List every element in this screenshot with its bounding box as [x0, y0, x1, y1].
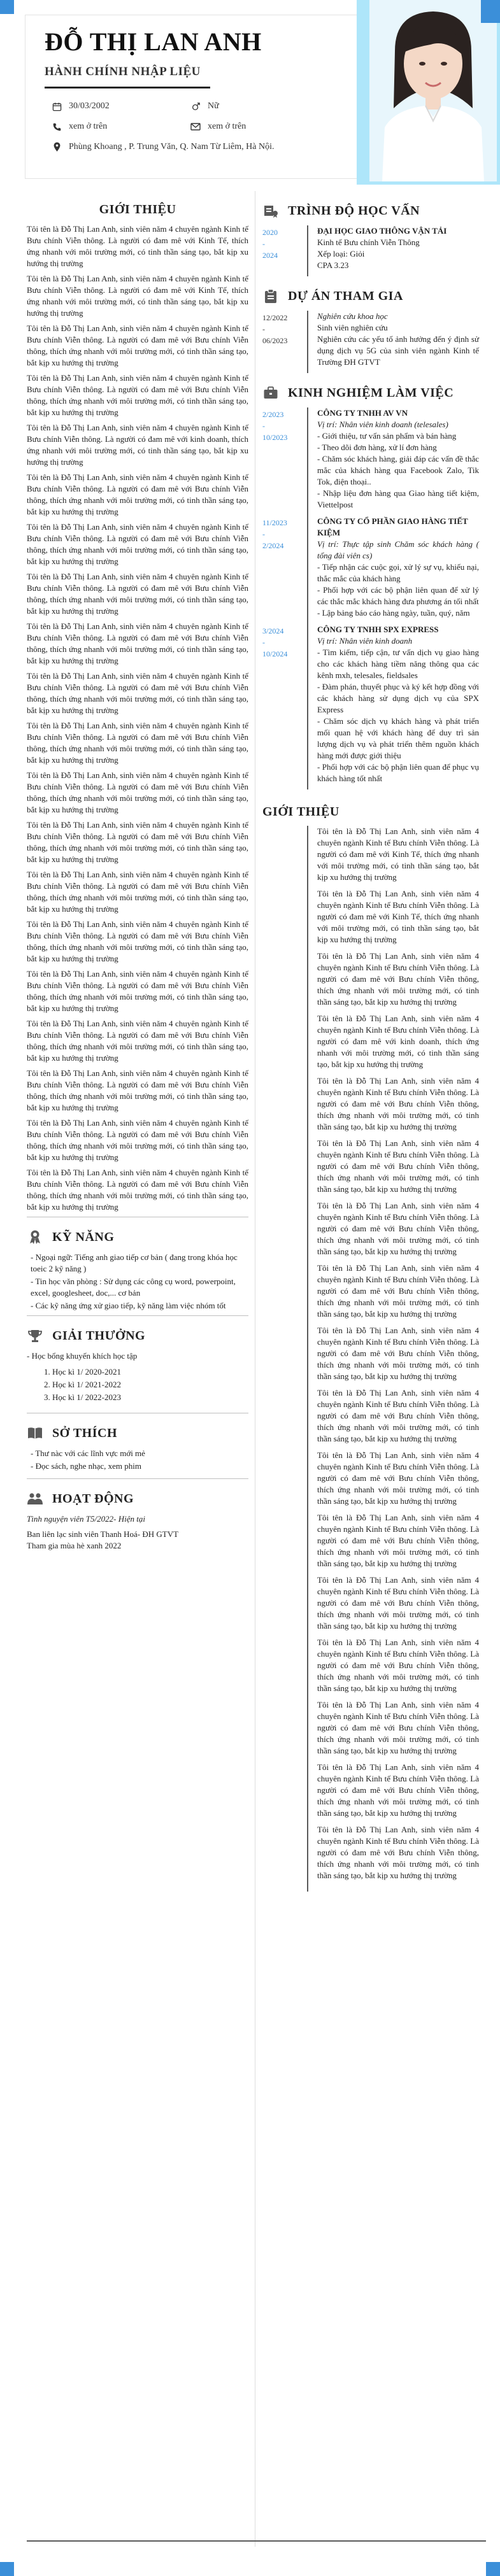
activities-line: Tham gia mùa hè xanh 2022: [27, 1541, 122, 1550]
date-start: 11/2023: [262, 518, 287, 527]
job-role: Vị trí: Thực tập sinh Chăm sóc khách hàng ( tổng đài viên cs): [317, 539, 479, 560]
intro-paragraph: Tôi tên là Đỗ Thị Lan Anh, sinh viên năm 4 chuyên ngành Kinh tế Bưu chính Viễn thông. Là người có đam mê với Kinh Tế, thích ứng nhanh với môi trường mới, có tinh thần sáng tạo, bắt kịp xu hướng thị trường: [317, 826, 479, 882]
job-duty: - Tìm kiếm, tiếp cận, tư vấn dịch vụ giao hàng cho các khách hàng tiềm năng thông qua các kênh mxh, telesales, fieldsales: [317, 648, 479, 680]
job-duty: - Đàm phán, thuyết phục và ký kết hợp đồng với các khách hàng sử dụng dịch vụ của SPX Express: [317, 682, 479, 714]
right-column: [262, 191, 479, 1892]
date-start: 12/2022: [262, 313, 288, 322]
intro-paragraph: Tôi tên là Đỗ Thị Lan Anh, sinh viên năm 4 chuyên ngành Kinh tế Bưu chính Viễn thông. Là người có đam mê với kinh doanh, thích ứng nhanh với môi trường mới, có tinh thần sáng tạo, bắt kịp xu hướng thị trường: [27, 423, 248, 467]
intro-paragraph: Tôi tên là Đỗ Thị Lan Anh, sinh viên năm 4 chuyên ngành Kinh tế Bưu chính Viễn thông. Là người có đam mê với Bưu chính Viễn thông, thích ứng nhanh với môi trường mới, có tinh thần sáng tạo, bắt kịp xu hướng thị trường: [317, 951, 479, 1007]
project-role: Sinh viên nghiên cứu: [317, 323, 388, 332]
experience-item: [262, 624, 479, 789]
project-item: [262, 311, 479, 373]
award-icon: [27, 1229, 43, 1245]
left-column: [27, 191, 248, 1555]
list-item: - Đọc sách, nghe nhạc, xem phim: [31, 1461, 142, 1471]
project-body: [313, 311, 479, 373]
education-heading-row: [262, 202, 479, 219]
projects-heading: DỰ ÁN THAM GIA: [288, 288, 403, 303]
intro-paragraph: Tôi tên là Đỗ Thị Lan Anh, sinh viên năm 4 chuyên ngành Kinh tế Bưu chính Viễn thông. Là người có đam mê với Bưu chính Viễn thông, thích ứng nhanh với môi trường mới, có tinh thần sáng tạo, bắt kịp xu hướng thị trường: [27, 572, 248, 616]
intro-paragraph: Tôi tên là Đỗ Thị Lan Anh, sinh viên năm 4 chuyên ngành Kinh tế Bưu chính Viễn thông. Là người có đam mê với Bưu chính Viễn thông, thích ứng nhanh với môi trường mới, có tinh thần sáng tạo, bắt kịp xu hướng thị trường: [27, 522, 248, 566]
date-separator: -: [262, 421, 265, 430]
list-item: 1. Học kì 1/ 2020-2021: [52, 1366, 248, 1378]
intro-heading-row: [27, 202, 248, 217]
date-start: 2/2023: [262, 410, 284, 419]
projects-heading-row: [262, 288, 479, 304]
skills-heading: KỸ NĂNG: [52, 1229, 115, 1244]
experience-body: [313, 407, 479, 516]
intro-paragraph: Tôi tên là Đỗ Thị Lan Anh, sinh viên năm 4 chuyên ngành Kinh tế Bưu chính Viễn thông. Là người có đam mê với Kinh Tế, thích ứng nhanh với môi trường mới, có tinh thần sáng tạo, bắt kịp xu hướng thị trường: [27, 224, 248, 268]
gender-row: [190, 101, 219, 112]
intro-paragraph: Tôi tên là Đỗ Thị Lan Anh, sinh viên năm 4 chuyên ngành Kinh tế Bưu chính Viễn thông. Là người có đam mê với Bưu chính Viễn thông, thích ứng nhanh với môi trường mới, có tinh thần sáng tạo, bắt kịp xu hướng thị trường: [27, 1019, 248, 1063]
experience-heading-row: [262, 385, 479, 401]
list-item: - Ngoại ngữ: Tiếng anh giao tiếp cơ bản ( đang trong khóa học toeic 2 kỹ năng ): [31, 1252, 238, 1273]
timeline-axis: [302, 516, 313, 624]
intro-paragraphs: [27, 223, 248, 1213]
address-text: Phùng Khoang , P. Trung Văn, Q. Nam Từ Liêm, Hà Nội.: [69, 142, 275, 152]
experience-list: [262, 407, 479, 789]
education-body: [313, 225, 479, 276]
date-start: 2020: [262, 228, 278, 237]
intro-paragraph: Tôi tên là Đỗ Thị Lan Anh, sinh viên năm 4 chuyên ngành Kinh tế Bưu chính Viễn thông. Là người có đam mê với Bưu chính Viễn thông, thích ứng nhanh với môi trường mới, có tinh thần sáng tạo, bắt kịp xu hướng thị trường: [27, 1118, 248, 1162]
awards-heading-row: [27, 1327, 248, 1344]
date-separator: -: [262, 530, 265, 539]
timeline-axis: [302, 225, 313, 276]
profile-name: ĐỖ THỊ LAN ANH: [45, 27, 262, 56]
divider: [27, 1315, 248, 1316]
intro-paragraph: Tôi tên là Đỗ Thị Lan Anh, sinh viên năm 4 chuyên ngành Kinh tế Bưu chính Viễn thông. Là người có đam mê với Bưu chính Viễn thông, thích ứng nhanh với môi trường mới, có tinh thần sáng tạo, bắt kịp xu hướng thị trường: [317, 1326, 479, 1381]
job-duty: - Chăm sóc khách hàng, giải đáp các vấn đề thắc mắc của khách hàng qua Facebook Zalo, Tik Tok, điện thoại..: [317, 454, 479, 486]
timeline-axis: [302, 826, 313, 1892]
book-icon: [27, 1425, 43, 1441]
photo-corner-accent: [481, 0, 500, 23]
job-duty: - Lập bảng báo cáo hàng ngày, tuần, quý, năm: [317, 608, 470, 618]
calendar-icon: [51, 101, 62, 112]
intro-paragraph: Tôi tên là Đỗ Thị Lan Anh, sinh viên năm 4 chuyên ngành Kinh tế Bưu chính Viễn thông. Là người có đam mê với Kinh Tế, thích ứng nhanh với môi trường mới, có tinh thần sáng tạo, bắt kịp xu hướng thị trường: [27, 274, 248, 318]
intro-paragraph: Tôi tên là Đỗ Thị Lan Anh, sinh viên năm 4 chuyên ngành Kinh tế Bưu chính Viễn thông. Là người có đam mê với Bưu chính Viễn thông, thích ứng nhanh với môi trường mới, có tinh thần sáng tạo, bắt kịp xu hướng thị trường: [317, 1825, 479, 1880]
intro-paragraph: Tôi tên là Đỗ Thị Lan Anh, sinh viên năm 4 chuyên ngành Kinh tế Bưu chính Viễn thông. Là người có đam mê với Bưu chính Viễn thông, thích ứng nhanh với môi trường mới, có tinh thần sáng tạo, bắt kịp xu hướng thị trường: [27, 870, 248, 914]
job-duty: - Nhập liệu đơn hàng qua Giao hàng tiết kiệm, Viettelpost: [317, 488, 479, 509]
awards-heading: GIẢI THƯỞNG: [52, 1328, 146, 1343]
intro-paragraph: Tôi tên là Đỗ Thị Lan Anh, sinh viên năm 4 chuyên ngành Kinh tế Bưu chính Viễn thông. Là người có đam mê với Bưu chính Viễn thông, thích ứng nhanh với môi trường mới, có tinh thần sáng tạo, bắt kịp xu hướng thị trường: [27, 323, 248, 367]
intro-paragraph: Tôi tên là Đỗ Thị Lan Anh, sinh viên năm 4 chuyên ngành Kinh tế Bưu chính Viễn thông. Là người có đam mê với Bưu chính Viễn thông, thích ứng nhanh với môi trường mới, có tinh thần sáng tạo, bắt kịp xu hướng thị trường: [317, 1513, 479, 1568]
intro-paragraph: Tôi tên là Đỗ Thị Lan Anh, sinh viên năm 4 chuyên ngành Kinh tế Bưu chính Viễn thông. Là người có đam mê với kinh doanh, thích ứng nhanh với môi trường mới, có tinh thần sáng tạo, bắt kịp xu hướng thị trường: [317, 1014, 479, 1069]
intro-paragraph: Tôi tên là Đỗ Thị Lan Anh, sinh viên năm 4 chuyên ngành Kinh tế Bưu chính Viễn thông. Là người có đam mê với Bưu chính Viễn thông, thích ứng nhanh với môi trường mới, có tinh thần sáng tạo, bắt kịp xu hướng thị trường: [27, 621, 248, 665]
timeline-axis: [302, 407, 313, 516]
trophy-icon: [27, 1327, 43, 1344]
bottom-divider: [27, 2540, 486, 2542]
intro-paragraph: Tôi tên là Đỗ Thị Lan Anh, sinh viên năm 4 chuyên ngành Kinh tế Bưu chính Viễn thông. Là người có đam mê với Bưu chính Viễn thông, thích ứng nhanh với môi trường mới, có tinh thần sáng tạo, bắt kịp xu hướng thị trường: [317, 1076, 479, 1131]
intro2-paragraphs: [313, 826, 479, 1892]
education-item: [262, 225, 479, 276]
intro-paragraph: Tôi tên là Đỗ Thị Lan Anh, sinh viên năm 4 chuyên ngành Kinh tế Bưu chính Viễn thông. Là người có đam mê với Bưu chính Viễn thông, thích ứng nhanh với môi trường mới, có tinh thần sáng tạo, bắt kịp xu hướng thị trường: [317, 1638, 479, 1693]
clipboard-icon: [262, 288, 279, 304]
job-duty: - Chăm sóc dịch vụ khách hàng và phát triển mối quan hệ với khách hàng để duy trì sản lượng dịch vụ và phát triển thêm nguồn khách hàng mới được giới thiệu: [317, 716, 479, 760]
divider: [27, 1478, 248, 1479]
intro-paragraph: Tôi tên là Đỗ Thị Lan Anh, sinh viên năm 4 chuyên ngành Kinh tế Bưu chính Viễn thông. Là người có đam mê với Bưu chính Viễn thông, thích ứng nhanh với môi trường mới, có tinh thần sáng tạo, bắt kịp xu hướng thị trường: [317, 1762, 479, 1818]
phone-icon: [51, 121, 62, 132]
hobbies-heading: SỞ THÍCH: [52, 1426, 117, 1440]
list-item: 2. Học kì 1/ 2021-2022: [52, 1378, 248, 1391]
profile-title: HÀNH CHÍNH NHẬP LIỆU: [45, 65, 201, 78]
intro-paragraph: Tôi tên là Đỗ Thị Lan Anh, sinh viên năm 4 chuyên ngành Kinh tế Bưu chính Viễn thông. Là người có đam mê với Bưu chính Viễn thông, thích ứng nhanh với môi trường mới, có tinh thần sáng tạo, bắt kịp xu hướng thị trường: [27, 1168, 248, 1212]
intro-paragraph: Tôi tên là Đỗ Thị Lan Anh, sinh viên năm 4 chuyên ngành Kinh tế Bưu chính Viễn thông. Là người có đam mê với Bưu chính Viễn thông, thích ứng nhanh với môi trường mới, có tinh thần sáng tạo, bắt kịp xu hướng thị trường: [27, 373, 248, 417]
experience-date: [262, 516, 302, 624]
email-icon: [190, 121, 201, 132]
company-name: CÔNG TY TNHH SPX EXPRESS: [317, 625, 439, 634]
avatar: [369, 0, 497, 181]
job-role: Vị trí: Nhân viên kinh doanh: [317, 636, 413, 646]
email-row: [190, 121, 246, 132]
list-item: - Tin học văn phòng : Sử dụng các công cụ word, powerpoint, excel, googlesheet, doc,... cơ bản: [31, 1277, 236, 1298]
education-date: [262, 225, 302, 276]
date-end: 10/2023: [262, 433, 288, 442]
header: [0, 0, 500, 185]
activities-heading: HOẠT ĐỘNG: [52, 1491, 134, 1506]
intro-paragraph: Tôi tên là Đỗ Thị Lan Anh, sinh viên năm 4 chuyên ngành Kinh tế Bưu chính Viễn thông. Là người có đam mê với Bưu chính Viễn thông, thích ứng nhanh với môi trường mới, có tinh thần sáng tạo, bắt kịp xu hướng thị trường: [27, 820, 248, 864]
phone-text: xem ở trên: [69, 122, 108, 131]
intro-paragraph: Tôi tên là Đỗ Thị Lan Anh, sinh viên năm 4 chuyên ngành Kinh tế Bưu chính Viễn thông. Là người có đam mê với Bưu chính Viễn thông, thích ứng nhanh với môi trường mới, có tinh thần sáng tạo, bắt kịp xu hướng thị trường: [317, 1700, 479, 1755]
rank: Xếp loại: Giỏi: [317, 249, 365, 258]
hobbies-list: [27, 1448, 248, 1472]
experience-item: [262, 407, 479, 516]
intro-heading: GIỚI THIỆU: [99, 202, 176, 216]
job-duty: - Theo dõi đơn hàng, xử lí đơn hàng: [317, 442, 437, 452]
date-end: 06/2023: [262, 336, 288, 345]
intro2-block: [262, 826, 479, 1892]
intro2-heading-row: [262, 805, 479, 819]
intro-paragraph: Tôi tên là Đỗ Thị Lan Anh, sinh viên năm 4 chuyên ngành Kinh tế Bưu chính Viễn thông. Là người có đam mê với Bưu chính Viễn thông, thích ứng nhanh với môi trường mới, có tinh thần sáng tạo, bắt kịp xu hướng thị trường: [27, 472, 248, 516]
date-separator: -: [262, 638, 265, 647]
experience-heading: KINH NGHIỆM LÀM VIỆC: [288, 385, 454, 400]
list-item: 3. Học kì 1/ 2022-2023: [52, 1391, 248, 1404]
education-heading: TRÌNH ĐỘ HỌC VẤN: [288, 203, 420, 218]
job-duty: - Giới thiệu, tư vấn sản phẩm và bán hàng: [317, 431, 457, 441]
major: Kinh tế Bưu chính Viễn Thông: [317, 237, 420, 247]
experience-date: [262, 407, 302, 516]
project-name: Nghiên cứu khoa học: [317, 311, 388, 321]
intro-paragraph: Tôi tên là Đỗ Thị Lan Anh, sinh viên năm 4 chuyên ngành Kinh tế Bưu chính Viễn thông. Là người có đam mê với Bưu chính Viễn thông, thích ứng nhanh với môi trường mới, có tinh thần sáng tạo, bắt kịp xu hướng thị trường: [27, 969, 248, 1013]
timeline-axis: [302, 311, 313, 373]
date-separator: -: [262, 325, 265, 334]
intro-paragraph: Tôi tên là Đỗ Thị Lan Anh, sinh viên năm 4 chuyên ngành Kinh tế Bưu chính Viễn thông. Là người có đam mê với Bưu chính Viễn thông, thích ứng nhanh với môi trường mới, có tinh thần sáng tạo, bắt kịp xu hướng thị trường: [317, 1138, 479, 1194]
intro-paragraph: Tôi tên là Đỗ Thị Lan Anh, sinh viên năm 4 chuyên ngành Kinh tế Bưu chính Viễn thông. Là người có đam mê với Bưu chính Viễn thông, thích ứng nhanh với môi trường mới, có tinh thần sáng tạo, bắt kịp xu hướng thị trường: [27, 721, 248, 765]
intro-paragraph: Tôi tên là Đỗ Thị Lan Anh, sinh viên năm 4 chuyên ngành Kinh tế Bưu chính Viễn thông. Là người có đam mê với Bưu chính Viễn thông, thích ứng nhanh với môi trường mới, có tinh thần sáng tạo, bắt kịp xu hướng thị trường: [27, 671, 248, 715]
intro-paragraph: Tôi tên là Đỗ Thị Lan Anh, sinh viên năm 4 chuyên ngành Kinh tế Bưu chính Viễn thông. Là người có đam mê với Bưu chính Viễn thông, thích ứng nhanh với môi trường mới, có tinh thần sáng tạo, bắt kịp xu hướng thị trường: [27, 1068, 248, 1112]
school-name: ĐẠI HỌC GIAO THÔNG VẬN TẢI: [317, 226, 447, 236]
intro-paragraph: Tôi tên là Đỗ Thị Lan Anh, sinh viên năm 4 chuyên ngành Kinh tế Bưu chính Viễn thông. Là người có đam mê với Bưu chính Viễn thông, thích ứng nhanh với môi trường mới, có tinh thần sáng tạo, bắt kịp xu hướng thị trường: [317, 1575, 479, 1631]
people-icon: [27, 1490, 43, 1507]
intro-paragraph: Tôi tên là Đỗ Thị Lan Anh, sinh viên năm 4 chuyên ngành Kinh tế Bưu chính Viễn thông. Là người có đam mê với Kinh Tế, thích ứng nhanh với môi trường mới, có tinh thần sáng tạo, bắt kịp xu hướng thị trường: [317, 889, 479, 944]
experience-body: [313, 624, 479, 789]
location-icon: [51, 141, 62, 153]
activities-heading-row: [27, 1490, 248, 1507]
activities-role: Tình nguyện viên T5/2022- Hiện tại: [27, 1514, 145, 1524]
list-item: - Thư nàc với các lĩnh vực mới mẻ: [31, 1448, 145, 1458]
job-duty: - Phối hợp với các bộ phận liên quan để phục vụ khách hàng tốt nhất: [317, 762, 479, 783]
intro-paragraph: Tôi tên là Đỗ Thị Lan Anh, sinh viên năm 4 chuyên ngành Kinh tế Bưu chính Viễn thông. Là người có đam mê với Bưu chính Viễn thông, thích ứng nhanh với môi trường mới, có tinh thần sáng tạo, bắt kịp xu hướng thị trường: [317, 1263, 479, 1319]
date-start: 3/2024: [262, 626, 284, 635]
title-underline: [45, 87, 210, 88]
gpa: CPA 3.23: [317, 260, 349, 270]
project-desc: Nghiên cứu các yếu tố ảnh hưởng đến ý định sử dụng dịch vụ 5G của sinh viên ngành Kinh tế Trường ĐH GTVT: [317, 334, 479, 367]
gender-icon: [190, 101, 201, 112]
hobbies-heading-row: [27, 1425, 248, 1441]
briefcase-icon: [262, 385, 279, 401]
project-date: [262, 311, 302, 373]
date-end: 10/2024: [262, 649, 288, 658]
awards-intro: - Học bổng khuyến khích học tập: [27, 1351, 138, 1361]
graduation-icon: [262, 202, 279, 219]
intro-paragraph: Tôi tên là Đỗ Thị Lan Anh, sinh viên năm 4 chuyên ngành Kinh tế Bưu chính Viễn thông. Là người có đam mê với Bưu chính Viễn thông, thích ứng nhanh với môi trường mới, có tinh thần sáng tạo, bắt kịp xu hướng thị trường: [317, 1201, 479, 1256]
intro-paragraph: Tôi tên là Đỗ Thị Lan Anh, sinh viên năm 4 chuyên ngành Kinh tế Bưu chính Viễn thông. Là người có đam mê với Bưu chính Viễn thông, thích ứng nhanh với môi trường mới, có tinh thần sáng tạo, bắt kịp xu hướng thị trường: [27, 919, 248, 963]
list-item: - Các kỹ năng ứng xử giao tiếp, kỹ năng làm việc nhóm tốt: [31, 1301, 226, 1310]
corner-accent-bottom-right: [486, 2562, 500, 2576]
job-duty: - Phối hợp với các bộ phận liên quan để xử lý các thắc mắc khách hàng đưa phương án tối nhất: [317, 585, 479, 606]
experience-item: [262, 516, 479, 624]
intro2-heading: GIỚI THIỆU: [262, 805, 339, 819]
corner-accent-bottom-left: [0, 2562, 14, 2576]
date-end: 2/2024: [262, 541, 284, 550]
awards-list: [27, 1366, 248, 1404]
profile-photo: [369, 0, 497, 181]
email-text: xem ở trên: [208, 122, 246, 131]
intro2-date-spacer: [262, 826, 302, 1892]
job-duty: - Tiếp nhận các cuộc gọi, xử lý sự vụ, khiếu nại, thắc mắc của khách hàng: [317, 562, 479, 583]
timeline-axis: [302, 624, 313, 789]
header-card: [25, 15, 357, 178]
address-row: [51, 141, 274, 153]
company-name: CÔNG TY TNHH AV VN: [317, 408, 408, 418]
job-role: Vị trí: Nhân viên kinh doanh (telesales): [317, 420, 448, 429]
date-end: 2024: [262, 251, 278, 260]
experience-date: [262, 624, 302, 789]
skills-heading-row: [27, 1229, 248, 1245]
skills-list: [27, 1252, 248, 1312]
dob-text: 30/03/2002: [69, 101, 110, 111]
phone-row: [51, 121, 107, 132]
intro-paragraph: Tôi tên là Đỗ Thị Lan Anh, sinh viên năm 4 chuyên ngành Kinh tế Bưu chính Viễn thông. Là người có đam mê với Bưu chính Viễn thông, thích ứng nhanh với môi trường mới, có tinh thần sáng tạo, bắt kịp xu hướng thị trường: [317, 1450, 479, 1506]
gender-text: Nữ: [208, 101, 219, 111]
activities-line: Ban liên lạc sinh viên Thanh Hoá- ĐH GTVT: [27, 1529, 179, 1539]
intro-paragraph: Tôi tên là Đỗ Thị Lan Anh, sinh viên năm 4 chuyên ngành Kinh tế Bưu chính Viễn thông. Là người có đam mê với Bưu chính Viễn thông, thích ứng nhanh với môi trường mới, có tinh thần sáng tạo, bắt kịp xu hướng thị trường: [27, 770, 248, 814]
company-name: CÔNG TY CỔ PHẦN GIAO HÀNG TIẾT KIỆM: [317, 516, 468, 537]
dob-row: [51, 101, 110, 112]
intro-paragraph: Tôi tên là Đỗ Thị Lan Anh, sinh viên năm 4 chuyên ngành Kinh tế Bưu chính Viễn thông. Là người có đam mê với Bưu chính Viễn thông, thích ứng nhanh với môi trường mới, có tinh thần sáng tạo, bắt kịp xu hướng thị trường: [317, 1388, 479, 1443]
experience-body: [313, 516, 479, 624]
date-separator: -: [262, 239, 265, 248]
photo-background: [357, 0, 500, 185]
